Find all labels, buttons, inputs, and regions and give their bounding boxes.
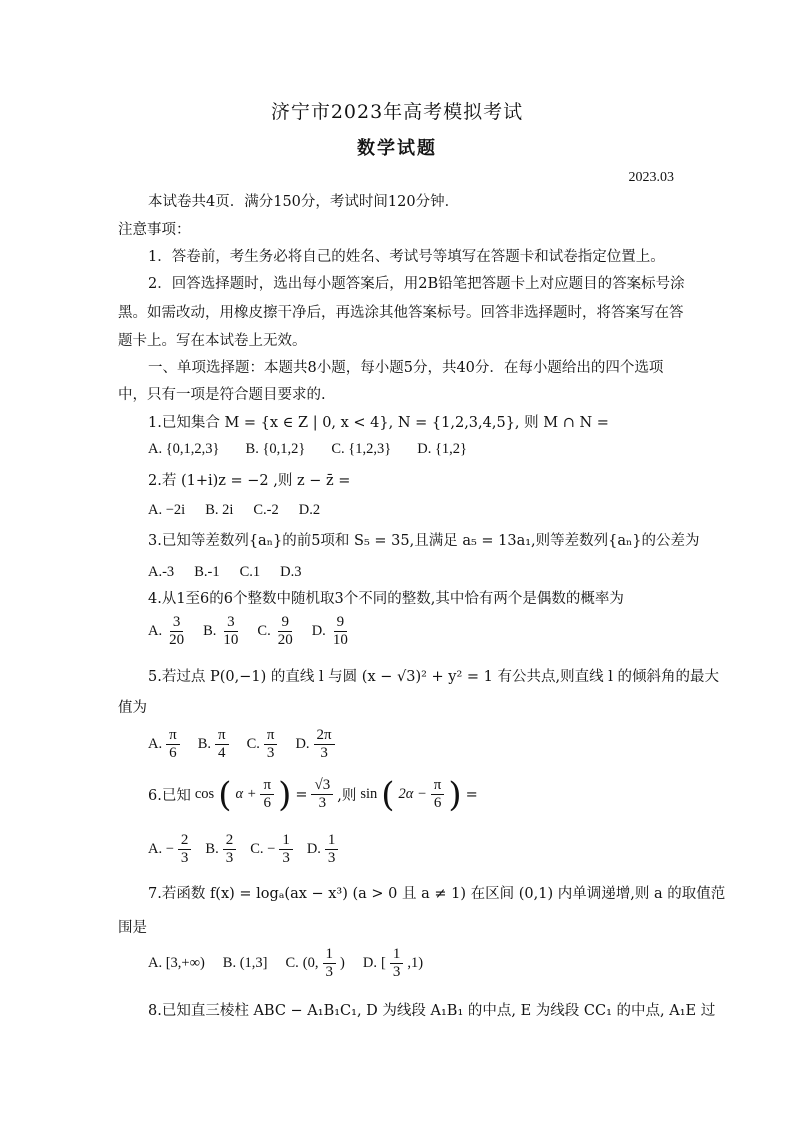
exam-title: 济宁市2023年高考模拟考试: [270, 101, 524, 123]
q6-option-a: A. − $\frac{2}{3}$: [148, 832, 191, 867]
question-1-options: [148, 441, 467, 458]
q7-option-b: B. (1,3]: [222, 955, 268, 971]
q3-option-a: A.-3: [148, 564, 175, 580]
q4-option-c: C. $\frac{9}{20}$: [257, 614, 293, 648]
q7-option-d: D. [ $\frac{1}{3}$ ,1): [362, 946, 424, 980]
q6-option-d: D. $\frac{1}{3}$: [307, 832, 339, 867]
question-8-stem-line1: 8.已知直三棱柱 ABC − A₁B₁C₁, D 为线段 A₁B₁ 的中点, E 为线段 CC₁ 的中点, A₁E 过: [148, 1003, 716, 1019]
q2-option-b: B. 2i: [205, 502, 234, 518]
q6-option-b: B. $\frac{2}{3}$: [205, 832, 236, 867]
q7-option-a: A. [3,+∞): [148, 955, 205, 971]
question-3-options: [148, 564, 301, 581]
q5-option-c: C. $\frac{\pi}{3}$: [247, 727, 278, 762]
notice-2-line3: 题卡上。写在本试卷上无效。: [118, 333, 307, 349]
notice-1: 1．答卷前，考生务必将自己的姓名、考试号等填写在答题卡和试卷指定位置上。: [148, 249, 665, 265]
q4-option-b: B. $\frac{3}{10}$: [203, 614, 239, 648]
q3-option-c: C.1: [239, 564, 261, 580]
q3-option-d: D.3: [280, 564, 302, 580]
q7-option-c: C. (0, $\frac{1}{3}$ ): [285, 946, 345, 980]
q2-option-d: D.2: [298, 502, 321, 518]
q5-option-b: B. $\frac{\pi}{4}$: [198, 727, 229, 762]
q1-option-d: D. {1,2}: [417, 441, 467, 457]
notice-2-line2: 黑。如需改动，用橡皮擦干净后，再选涂其他答案标号。回答非选择题时，将答案写在答: [118, 305, 684, 321]
question-7-options: [148, 946, 423, 981]
subject-title: 数学试题: [357, 138, 437, 159]
question-3-stem: 3.已知等差数列{aₙ}的前5项和 S₅ = 35,且满足 a₅ = 13a₁,则等差数列{aₙ}的公差为: [148, 533, 700, 549]
exam-info: 本试卷共4页．满分150分，考试时间120分钟．: [148, 194, 460, 210]
q2-option-a: A. −2i: [148, 502, 186, 518]
question-5-options: [148, 727, 335, 762]
q4-option-a: A. $\frac{3}{20}$: [148, 614, 185, 648]
q1-option-a: A. {0,1,2,3}: [148, 441, 220, 457]
q5-option-a: A. $\frac{\pi}{6}$: [148, 727, 180, 762]
question-2-options: [148, 502, 320, 519]
notice-label: 注意事项：: [118, 222, 191, 238]
q3-option-b: B.-1: [194, 564, 220, 580]
question-5-stem-line1: 5.若过点 P(0,−1) 的直线 l 与圆 (x − √3)² + y² = 1 有公共点,则直线 l 的倾斜角的最大: [148, 669, 719, 685]
q1-option-c: C. {1,2,3}: [331, 441, 392, 457]
question-5-stem-line2: 值为: [118, 700, 147, 716]
question-4-options: [148, 614, 351, 649]
q2-option-c: C.-2: [253, 502, 279, 518]
question-6-options: [148, 832, 338, 867]
q4-option-d: D. $\frac{9}{10}$: [311, 614, 348, 648]
question-2-stem: 2.若 (1+i)z = −2 ,则 z − z̄ =: [148, 473, 351, 489]
notice-2-line1: 2．回答选择题时，选出每小题答案后，用2B铅笔把答题卡上对应题目的答案标号涂: [148, 276, 685, 292]
question-4-stem: 4.从1至6的6个整数中随机取3个不同的整数,其中恰有两个是偶数的概率为: [148, 591, 624, 607]
q1-option-b: B. {0,1,2}: [245, 441, 306, 457]
question-7-stem-line1: 7.若函数 f(x) = logₐ(ax − x³) (a > 0 且 a ≠ 1) 在区间 (0,1) 内单调递增,则 a 的取值范: [148, 886, 726, 902]
question-1-stem: 1.已知集合 M = {x ∈ Z | 0, x < 4}, N = {1,2,3,4,5}, 则 M ∩ N =: [148, 415, 609, 431]
section-heading-line2: 中，只有一项是符合题目要求的.: [118, 387, 326, 403]
question-7-stem-line2: 围是: [118, 920, 147, 936]
exam-date: 2023.03: [628, 170, 674, 185]
q6-option-c: C. − $\frac{1}{3}$: [250, 832, 293, 867]
q5-option-d: D. $\frac{2\pi}{3}$: [295, 727, 334, 762]
question-6-stem: 6.已知 cos ( α + $\frac{\pi}{6}$ ) = $\frac{√3}{3}$ ,则 sin ( 2α − $\frac{\pi}{6}$ ) =: [148, 774, 478, 815]
section-heading-line1: 一、单项选择题：本题共8小题，每小题5分，共40分．在每小题给出的四个选项: [148, 360, 664, 376]
